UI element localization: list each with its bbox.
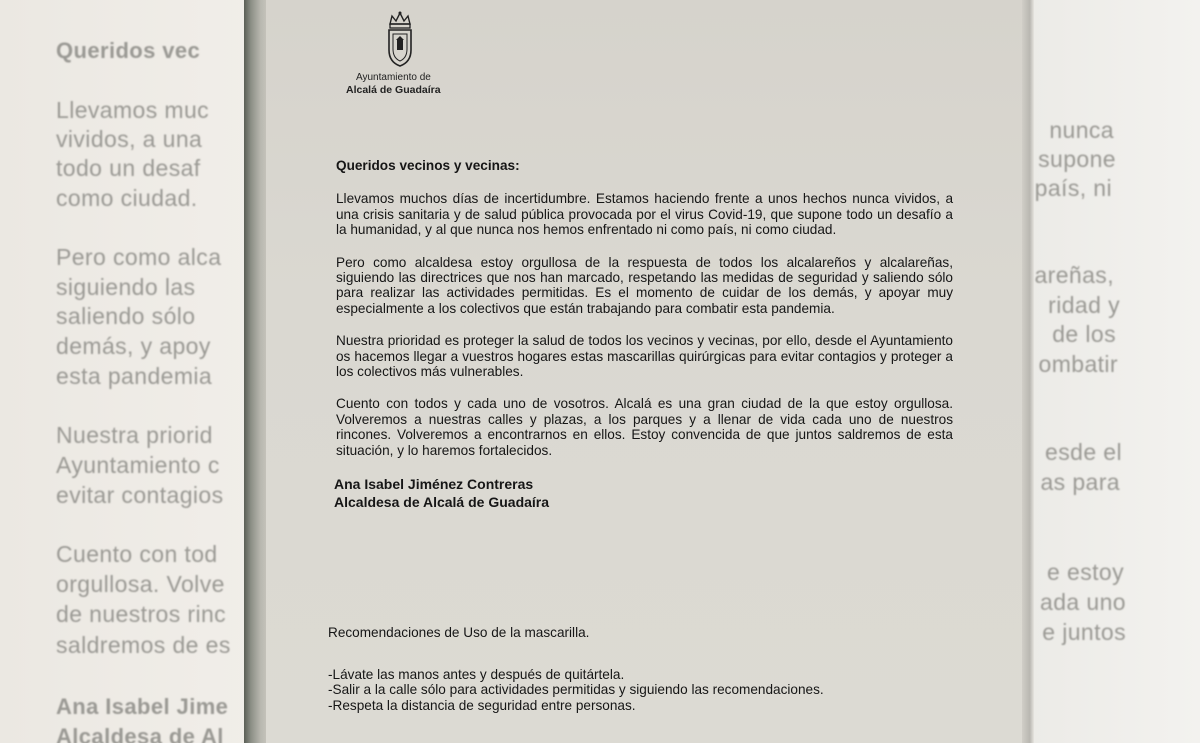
bg-left-line: de nuestros rinc xyxy=(56,601,227,627)
bg-right-line: areñas, xyxy=(1034,262,1114,288)
letterhead-line2: Alcalá de Guadaíra xyxy=(346,84,441,96)
bg-left-line: todo un desaf xyxy=(56,155,201,181)
letter-paragraph: Pero como alcaldesa estoy orgullosa de la respuesta de todos los alcalareños y alcalareñas, siguiendo las directrices que nos han marcado, respetando las medidas de seguridad y saliendo sólo para realizar las actividades permitidas. Es el momento de cuidar de los demás, y apoyar muy especialmente a los colectivos que están trabajando para combatir esta pandemia. xyxy=(336,254,953,316)
letter-body xyxy=(336,158,953,511)
bg-left-line: Cuento con tod xyxy=(56,541,218,567)
bg-left-line: Ana Isabel Jime xyxy=(56,694,229,719)
bg-left-line: Nuestra priorid xyxy=(56,422,213,448)
letter-page xyxy=(266,0,1022,743)
bg-left-line: Ayuntamiento c xyxy=(56,452,220,478)
bg-left-line: demás, y apoy xyxy=(56,333,211,359)
bg-left-line: siguiendo las xyxy=(56,274,196,300)
coat-of-arms-icon xyxy=(384,10,416,68)
bg-right-line: e estoy xyxy=(1047,559,1124,585)
letter-paragraph: Cuento con todos y cada uno de vosotros. Alcalá es una gran ciudad de la que estoy orgullosa. Volveremos a nuestras calles y plazas, a los parques y a llenar de vida cada uno de nuestros rincones. Volveremos a encontrarnos en ellos. Estoy convencida de que juntos saldremos de esta situación, y lo haremos fortalecidos. xyxy=(336,396,953,458)
bg-left-line: Pero como alca xyxy=(56,244,222,270)
background-left-blur xyxy=(0,0,255,743)
bg-left-line: esta pandemia xyxy=(56,363,213,389)
letter-paragraph: Nuestra prioridad es proteger la salud de todos los vecinos y vecinas, por ello, desde el Ayuntamiento os hacemos llegar a vuestros hogares estas mascarillas quirúrgicas para evitar contagios y proteger a los colectivos más vulnerables. xyxy=(336,333,953,380)
recommendation-item: -Respeta la distancia de seguridad entre personas. xyxy=(328,697,636,713)
bg-right-line: esde el xyxy=(1045,439,1122,465)
signature-block xyxy=(334,475,953,511)
paper-right-edge-shadow xyxy=(1020,0,1034,743)
mask-recommendations xyxy=(328,625,824,713)
bg-left-line: evitar contagios xyxy=(56,482,224,508)
bg-left-line: como ciudad. xyxy=(56,185,198,211)
bg-left-line: orgullosa. Volve xyxy=(56,571,225,597)
recommendations-title: Recomendaciones de Uso de la mascarilla. xyxy=(328,625,590,640)
bg-left-line: saliendo sólo xyxy=(56,303,196,329)
bg-right-line: ada uno xyxy=(1040,589,1126,615)
bg-right-line: as para xyxy=(1040,469,1120,495)
background-right-blur xyxy=(1030,0,1200,743)
recommendation-item: -Lávate las manos antes y después de quitártela. xyxy=(328,666,625,682)
bg-right-line: ridad y xyxy=(1048,292,1120,318)
letter-paragraph: Llevamos muchos días de incertidumbre. Estamos haciendo frente a unos hechos nunca vividos, a una crisis sanitaria y de salud pública provocada por el virus Covid-19, que supone todo un desafío a la humanidad, y al que nunca nos hemos enfrentado ni como país, ni como ciudad. xyxy=(336,191,953,238)
bg-left-line: Queridos vec xyxy=(56,38,201,63)
bg-left-line: Llevamos muc xyxy=(56,97,210,123)
signature-title: Alcaldesa de Alcalá de Guadaíra xyxy=(334,494,550,511)
bg-right-line: país, ni xyxy=(1034,175,1112,201)
bg-right-line: de los xyxy=(1052,321,1116,347)
bg-right-line: nunca xyxy=(1049,117,1114,143)
bg-right-line: e juntos xyxy=(1042,619,1126,645)
signature-name: Ana Isabel Jiménez Contreras xyxy=(334,476,534,493)
bg-right-line: ombatir xyxy=(1038,351,1118,377)
letterhead xyxy=(346,72,441,96)
bg-right-line: supone xyxy=(1038,146,1116,172)
bg-left-line: vividos, a una xyxy=(56,126,203,152)
letterhead-line1: Ayuntamiento de xyxy=(356,72,431,83)
bg-left-line: Alcaldesa de Al xyxy=(56,724,224,743)
letter-greeting: Queridos vecinos y vecinas: xyxy=(336,158,520,173)
bg-left-line: saldremos de es xyxy=(56,632,231,658)
recommendation-item: -Salir a la calle sólo para actividades permitidas y siguiendo las recomendaciones. xyxy=(328,682,824,698)
